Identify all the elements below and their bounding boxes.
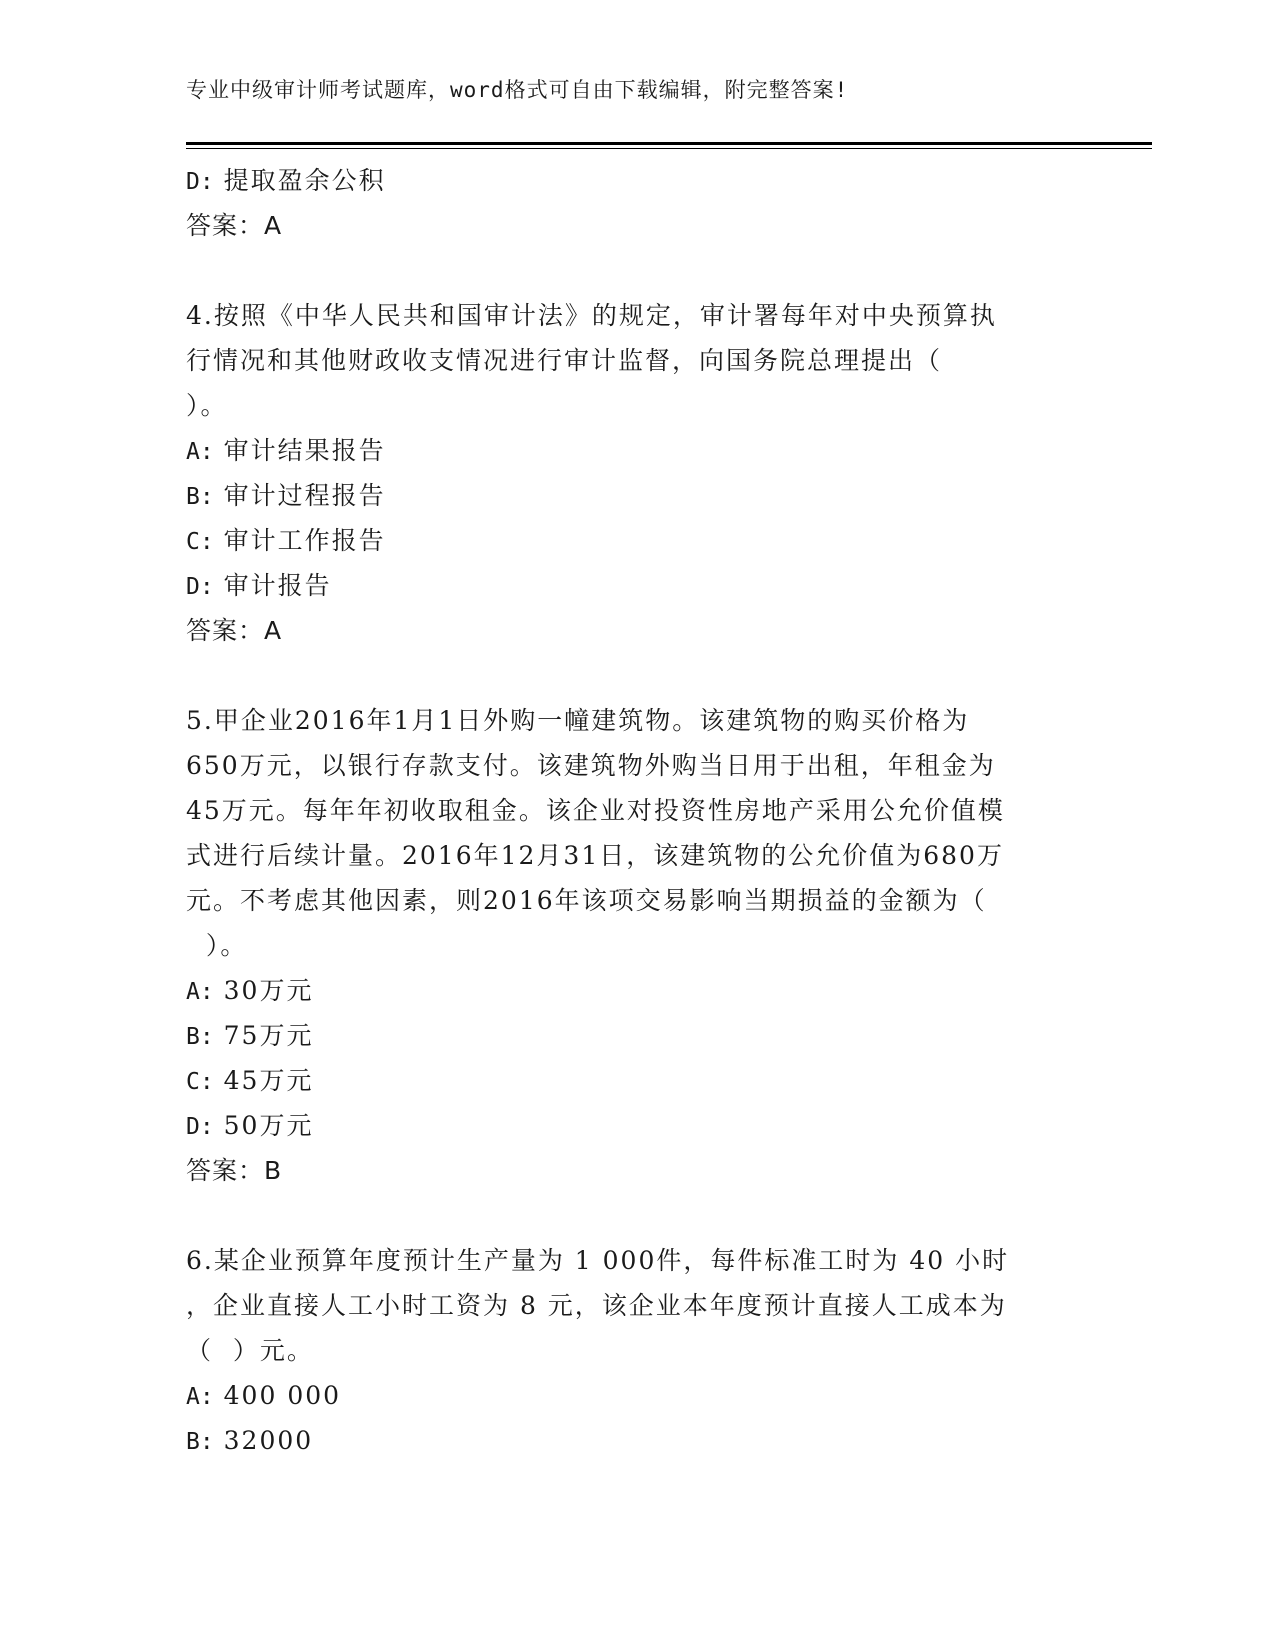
option-text: 审计结果报告 bbox=[223, 436, 386, 465]
option-letter: B: bbox=[186, 1429, 214, 1455]
q4-option-a bbox=[186, 428, 1066, 473]
q4-stem-line: ）。 bbox=[186, 391, 228, 420]
q6-option-b bbox=[186, 1418, 1066, 1463]
q4-option-b bbox=[186, 473, 1066, 518]
q6-stem-line: 6.某企业预算年度预计生产量为 1 000件，每件标准工时为 40 小时 bbox=[186, 1246, 1010, 1275]
option-letter: A: bbox=[186, 1384, 214, 1410]
q3-option-d bbox=[186, 158, 1066, 203]
header-divider-thick bbox=[186, 142, 1152, 145]
header-divider-thin bbox=[186, 148, 1152, 149]
question-content bbox=[186, 158, 1066, 1463]
option-text: 50万元 bbox=[223, 1111, 314, 1140]
q4-option-c bbox=[186, 518, 1066, 563]
q5-stem-line: ）。 bbox=[186, 931, 248, 960]
option-text: 400 000 bbox=[223, 1381, 342, 1410]
page-header: 专业中级审计师考试题库，word格式可自由下载编辑，附完整答案! bbox=[186, 78, 849, 102]
option-text: 提取盈余公积 bbox=[223, 166, 386, 195]
option-text: 审计报告 bbox=[223, 571, 332, 600]
q4-stem-line: 4.按照《中华人民共和国审计法》的规定，审计署每年对中央预算执 bbox=[186, 301, 997, 330]
q4-option-d bbox=[186, 563, 1066, 608]
q6-option-a bbox=[186, 1373, 1066, 1418]
q5-option-d bbox=[186, 1103, 1066, 1148]
q5-option-b bbox=[186, 1013, 1066, 1058]
q6-stem-line: ，企业直接人工小时工资为 8 元，该企业本年度预计直接人工成本为 bbox=[186, 1291, 1007, 1320]
q6-stem-line: （ ）元。 bbox=[186, 1336, 314, 1365]
q3-answer: 答案：A bbox=[186, 211, 283, 240]
q5-stem-line: 650万元，以银行存款支付。该建筑物外购当日用于出租，年租金为 bbox=[186, 751, 996, 780]
option-letter: C: bbox=[186, 1069, 214, 1095]
option-letter: A: bbox=[186, 439, 214, 465]
option-text: 32000 bbox=[223, 1426, 314, 1455]
option-text: 45万元 bbox=[223, 1066, 314, 1095]
q5-stem-line: 元。不考虑其他因素，则2016年该项交易影响当期损益的金额为（ bbox=[186, 886, 987, 915]
q5-stem-line: 式进行后续计量。2016年12月31日，该建筑物的公允价值为680万 bbox=[186, 841, 1004, 870]
q4-stem-line: 行情况和其他财政收支情况进行审计监督，向国务院总理提出（ bbox=[186, 346, 943, 375]
option-text: 审计工作报告 bbox=[223, 526, 386, 555]
option-letter: D: bbox=[186, 169, 214, 195]
option-letter: B: bbox=[186, 484, 214, 510]
q4-answer: 答案：A bbox=[186, 616, 283, 645]
option-text: 30万元 bbox=[223, 976, 314, 1005]
option-letter: A: bbox=[186, 979, 214, 1005]
q5-answer: 答案：B bbox=[186, 1156, 283, 1185]
option-letter: D: bbox=[186, 1114, 214, 1140]
option-letter: D: bbox=[186, 574, 214, 600]
q5-stem-line: 5.甲企业2016年1月1日外购一幢建筑物。该建筑物的购买价格为 bbox=[186, 706, 970, 735]
option-letter: B: bbox=[186, 1024, 214, 1050]
option-text: 审计过程报告 bbox=[223, 481, 386, 510]
q5-option-c bbox=[186, 1058, 1066, 1103]
option-letter: C: bbox=[186, 529, 214, 555]
q5-stem-line: 45万元。每年年初收取租金。该企业对投资性房地产采用公允价值模 bbox=[186, 796, 1005, 825]
option-text: 75万元 bbox=[223, 1021, 314, 1050]
q5-option-a bbox=[186, 968, 1066, 1013]
